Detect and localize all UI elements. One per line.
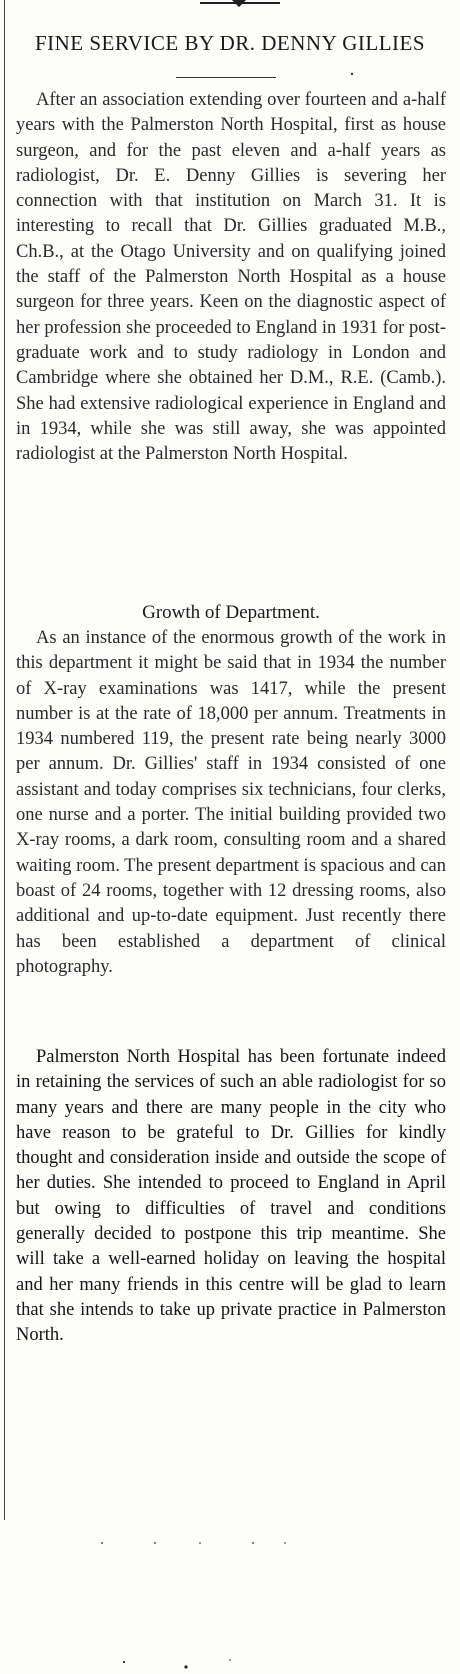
article-headline: FINE SERVICE BY DR. DENNY GILLIES (34, 31, 426, 56)
paragraph-text: Palmerston North Hospital has been fortunate indeed in retaining the services of such an able radiologist for so many years and there are many people in the city who have reason to be grateful to Dr. Gillies for kindly thought and consideration inside and outside the scope of her duties. She intended to proceed to England in April but owing to difficulties of travel and conditions generally decided to postpone this trip meantime. She will take a well-earned holiday on leaving the hospital and her many friends in this centre will be glad to learn that she intends to take up private practice in Palmerston North. (16, 1047, 446, 1346)
paragraph-text: After an association extending over fourteen and a-half years with the Palmerston North Hospital, first as house surgeon, and for the past eleven and a-half years as radiologist, Dr. E. Denny Gillies is severing her connection with that institution on March 31. It is interesting to recall that Dr. Gillies graduated M.B., Ch.B., at the Otago University and on qualifying joined the staff of the Palmerston North Hospital as a house surgeon for three years. Keen on the diagnostic aspect of her profession she proceeded to England in 1931 for post-graduate work and to study radiology in London and Cambridge where she obtained her D.M., R.E. (Camb.). She had extensive radiological experience in England and in 1934, while she was still away, she was appointed radiologist at the Palmerston North Hospital. (16, 90, 446, 465)
article-subheading: Growth of Department. (142, 602, 320, 623)
paragraph-text: As an instance of the enormous growth of the work in this department it might be said that in 1934 the number of X-ray examinations was 1417, while the present number is at the rate of 18,000 per annum. Treatments in 1934 numbered 119, the present rate being nearly 3000 per annum. Dr. Gillies' staff in 1934 consisted of one assistant and today comprises six technicians, four clerks, one nurse and a porter. The initial building provided two X-ray rooms, a dark room, consulting room and a shared waiting room. The present department is spacious and can boast of 24 rooms, together with 12 dressing rooms, also additional and up-to-date equipment. Just recently there has been established a department of clinical photography. (16, 628, 446, 977)
